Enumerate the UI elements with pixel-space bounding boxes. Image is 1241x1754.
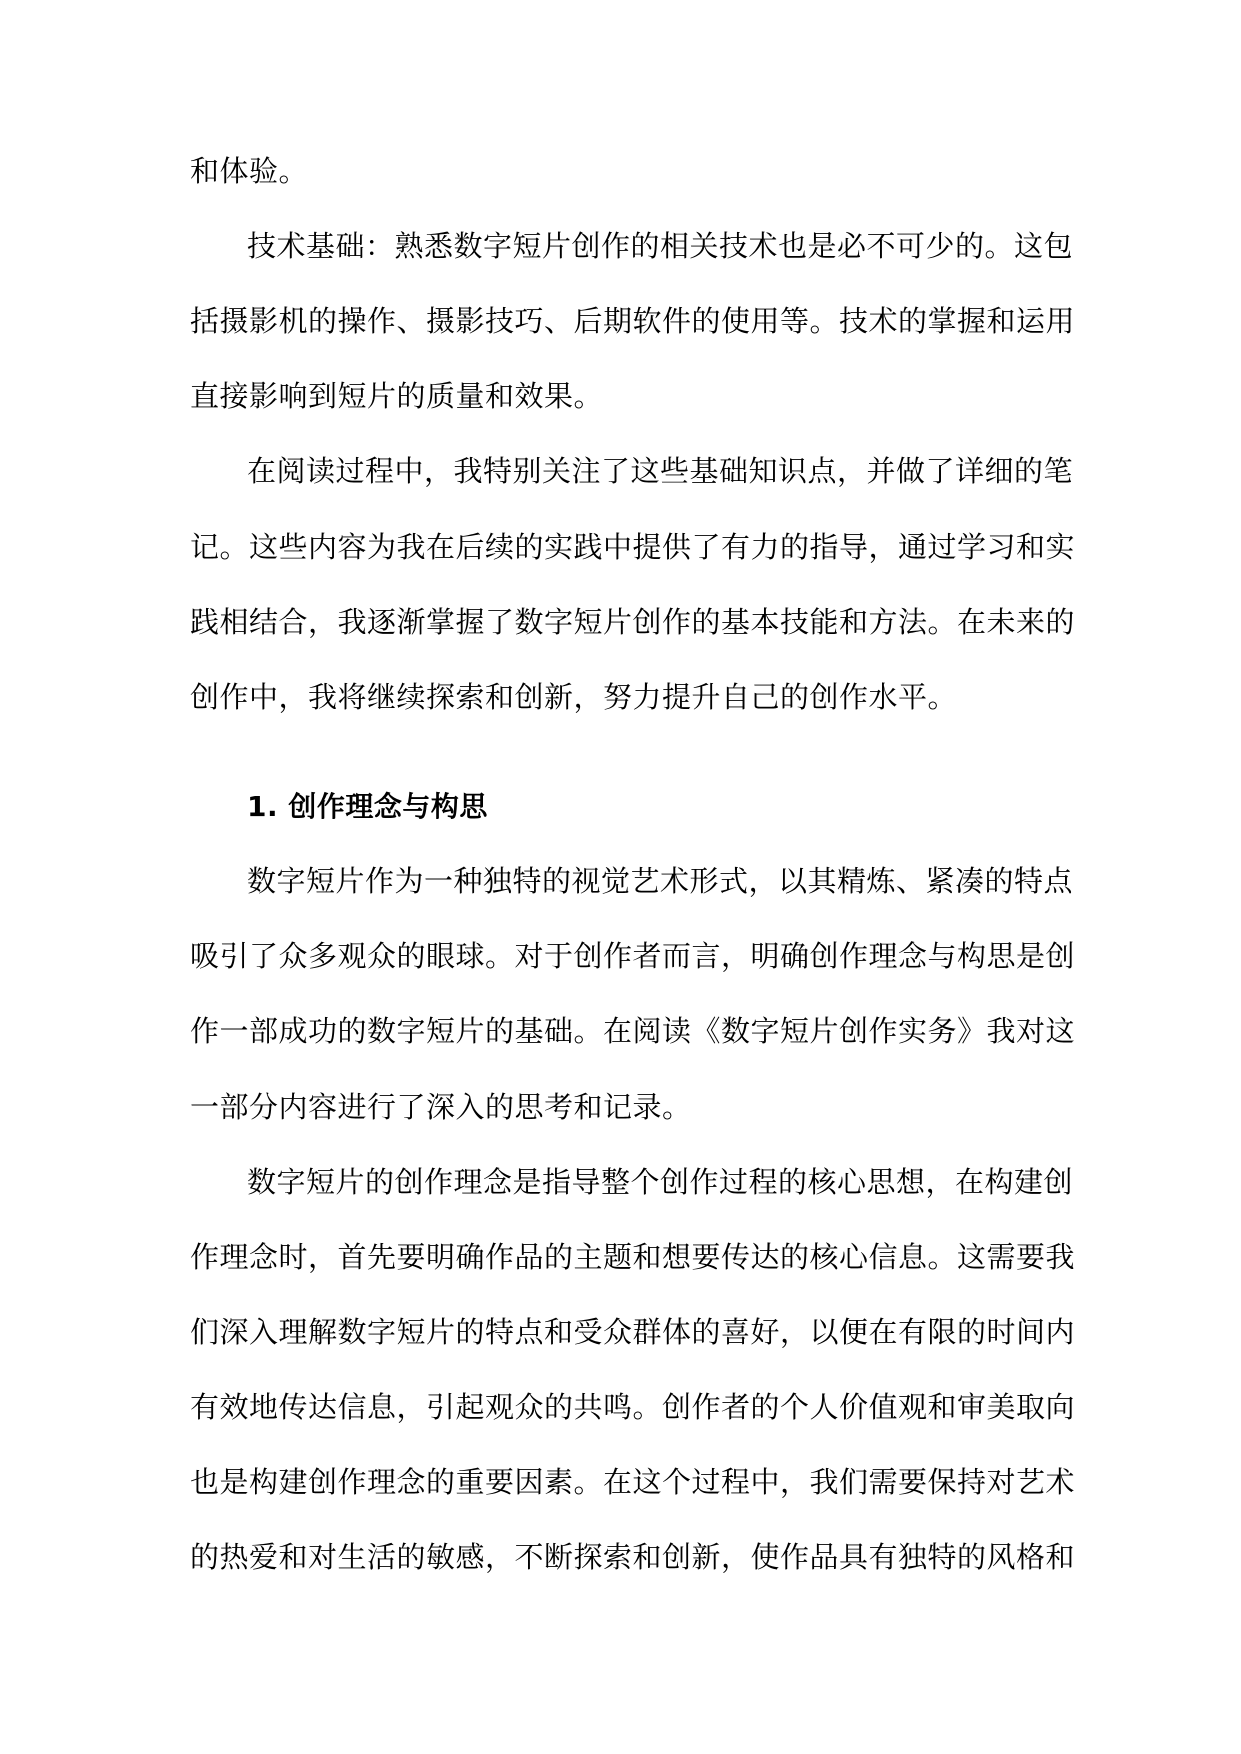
text-line: 有效地传达信息，引起观众的共鸣。创作者的个人价值观和审美取向 (190, 1390, 1076, 1424)
text-line: 和体验。 (190, 154, 309, 188)
text-line: 们深入理解数字短片的特点和受众群体的喜好，以便在有限的时间内 (190, 1315, 1076, 1349)
text-line: 也是构建创作理念的重要因素。在这个过程中，我们需要保持对艺术 (190, 1465, 1076, 1499)
text-line: 吸引了众多观众的眼球。对于创作者而言，明确创作理念与构思是创 (190, 939, 1076, 973)
text-line: 记。这些内容为我在后续的实践中提供了有力的指导，通过学习和实 (190, 530, 1076, 564)
text-line: 践相结合，我逐渐掌握了数字短片创作的基本技能和方法。在未来的 (190, 605, 1076, 639)
paragraph-text-line: 技术基础：熟悉数字短片创作的相关技术也是必不可少的。这包 (247, 229, 1074, 263)
text-line: 一部分内容进行了深入的思考和记录。 (190, 1090, 692, 1124)
paragraph-text-line: 数字短片的创作理念是指导整个创作过程的核心思想，在构建创 (247, 1165, 1074, 1199)
text-line: 直接影响到短片的质量和效果。 (190, 379, 604, 413)
text-line: 括摄影机的操作、摄影技巧、后期软件的使用等。技术的掌握和运用 (190, 304, 1076, 338)
text-line: 的热爱和对生活的敏感，不断探索和创新，使作品具有独特的风格和 (190, 1540, 1076, 1574)
section-heading: 1. 创作理念与构思 (247, 790, 488, 823)
text-line: 作一部成功的数字短片的基础。在阅读《数字短片创作实务》我对这 (190, 1014, 1076, 1048)
text-line: 作理念时，首先要明确作品的主题和想要传达的核心信息。这需要我 (190, 1240, 1076, 1274)
paragraph-text-line: 数字短片作为一种独特的视觉艺术形式，以其精炼、紧凑的特点 (247, 864, 1074, 898)
paragraph-text-line: 在阅读过程中，我特别关注了这些基础知识点，并做了详细的笔 (247, 454, 1074, 488)
text-line: 创作中，我将继续探索和创新，努力提升自己的创作水平。 (190, 680, 958, 714)
